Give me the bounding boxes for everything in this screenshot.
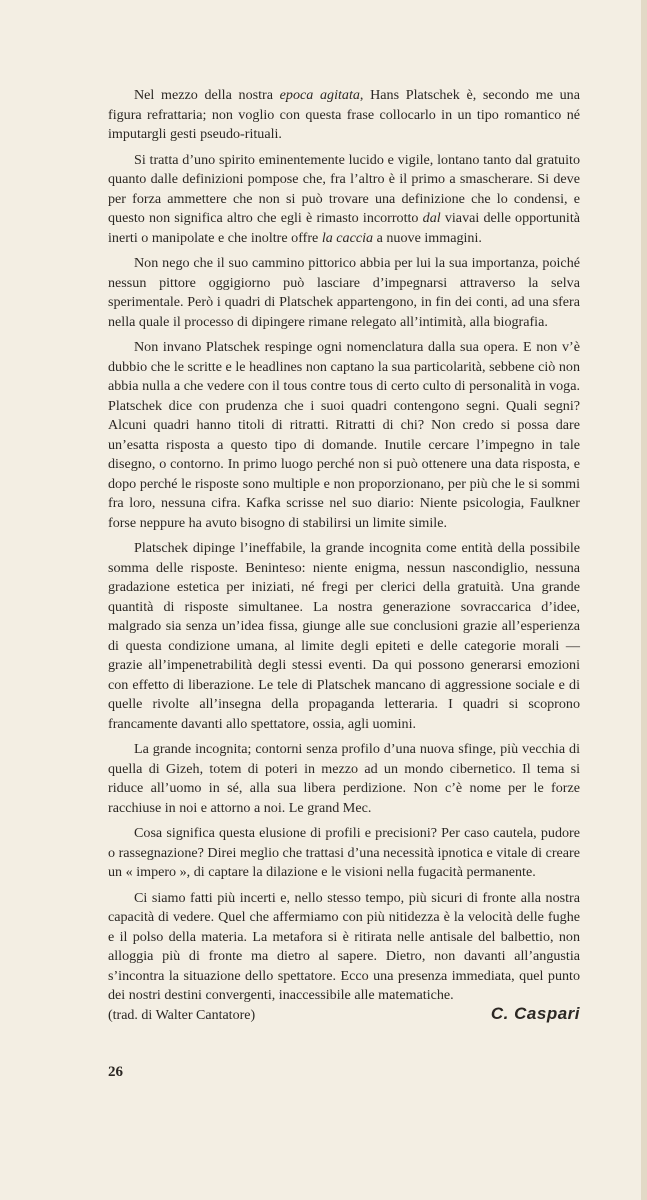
article-body [108, 86, 580, 1012]
paragraph [108, 889, 580, 1006]
paragraph [108, 740, 580, 818]
text-run: Non invano Platschek respinge ogni nomenclatura dalla sua opera. E non v’è dubbio che le scritte e le headlines non captano la sua particolarità, sebbene ciò non abbia nulla a che vedere con il tous contre tous di certo culto di personalità in voga. Platschek dice con prudenza che i suoi quadri contengono segni. Quali segni? Alcuni quadri hanno titoli di ritratti. Ritratti di chi? Non credo si possa dare un’esatta risposta a questo tipo di domande. Inutile cercare l’impegno in tale disegno, o contorno. In primo luogo perché non si può ottenere una data risposta, e dopo perché le risposte sono multiple e non proporzionano, per più che le si sommi fra loro, nessuna cifra. Kafka scrisse nel suo diario: Niente psicologia, Faulkner forse neppure ha avuto bisogno di stabilirsi un limite simile. [108, 339, 580, 531]
text-run: Platschek dipinge l’ineffabile, la grande incognita come entità della possibile somma delle risposte. Beninteso: niente enigma, nessun nascondiglio, nessuna gradazione estetica per iniziati, né fregi per clerici della gratuità. Una grande quantità di risposte simultanee. La nostra generazione sovraccarica d’idee, malgrado sia senza un’idea fissa, giunge alle sue conclusioni grazie all’esperienza di questa condizione umana, al limite degli epiteti e delle categorie morali — grazie all’impenetrabilità degli stessi eventi. Da qui possono generarsi emozioni con effetto di liberazione. Le tele di Platschek mancano di aggressione sociale e di quelle rivolte all’insegna della propaganda letteraria. I quadri si scoprono francamente davanti allo spettatore, ossia, agli uomini. [108, 540, 580, 732]
paragraph [108, 824, 580, 883]
text-run: a nuove immagini. [373, 229, 482, 246]
page-edge [641, 0, 647, 1200]
paragraph [108, 254, 580, 332]
text-run: Non nego che il suo cammino pittorico abbia per lui la sua importanza, poiché nessun pittore oggigiorno può lasciare d’impegnarsi attraverso la selva sperimentale. Però i quadri di Platschek appartengono, in fin dei conti, ad una sfera nella quale il processo di dipingere rimane relegato all’intimità, alla biografia. [108, 255, 580, 330]
paragraph [108, 539, 580, 734]
page-number: 26 [108, 1064, 123, 1080]
italic-phrase: epoca agitata [279, 87, 360, 103]
signature-row [108, 1004, 580, 1024]
text-run: Ci siamo fatti più incerti e, nello stesso tempo, più sicuri di fronte alla nostra capacità di vedere. Quel che affermiamo con più nitidezza è la velocità delle fughe e il polso della materia. La metafora si è ritirata nelle antisale del balbettio, non alloggia più di fronte ma dietro al sapere. Dietro, non davanti all’angustia s’incontra la situazione dello spettatore. Ecco una presenza immediata, quel punto dei nostri destini convergenti, inaccessibile alle matematiche. [108, 889, 580, 1003]
translation-credit: (trad. di Walter Cantatore) [108, 1008, 256, 1023]
italic-phrase: dal [422, 210, 441, 226]
paragraph [108, 151, 580, 249]
author-signature: C. Caspari [490, 1004, 580, 1023]
text-run: Si tratta d’uno spirito eminentemente lucido e vigile, lontano tanto dal gratuito quanto dalle definizioni pompose che, fra l’altro è il primo a smascherare. Si deve per forza ammettere che non si può trovare una definizione che lo condensi, e questo non significa altro che egli è rimasto incorrotto [108, 151, 580, 226]
paragraph [108, 86, 580, 145]
paragraph [108, 338, 580, 533]
text-run: Nel mezzo della nostra [134, 87, 280, 103]
text-run: , Hans Platschek è, secondo me una figura refrattaria; non voglio con questa frase collocarlo in un tipo romantico né imputargli gesti pseudo-rituali. [108, 87, 580, 142]
text-run: La grande incognita; contorni senza profilo d’una nuova sfinge, più vecchia di quella di Gizeh, totem di poteri in mezzo ad un mondo cibernetico. Il tema si riduce all’uomo in sé, alla sua libera perdizione. Non c’è nome per le forze racchiuse in noi e attorno a noi. Le grand Mec. [108, 741, 580, 816]
text-run: Cosa significa questa elusione di profili e precisioni? Per caso cautela, pudore o rassegnazione? Direi meglio che trattasi d’una necessità ipnotica e vitale di creare un « impero », di captare la dilazione e le visioni nella fugacità permanente. [108, 825, 580, 880]
italic-phrase: la caccia [321, 229, 374, 246]
text-run: viavai delle opportunità inerti o manipolate e che inoltre offre [108, 210, 580, 246]
